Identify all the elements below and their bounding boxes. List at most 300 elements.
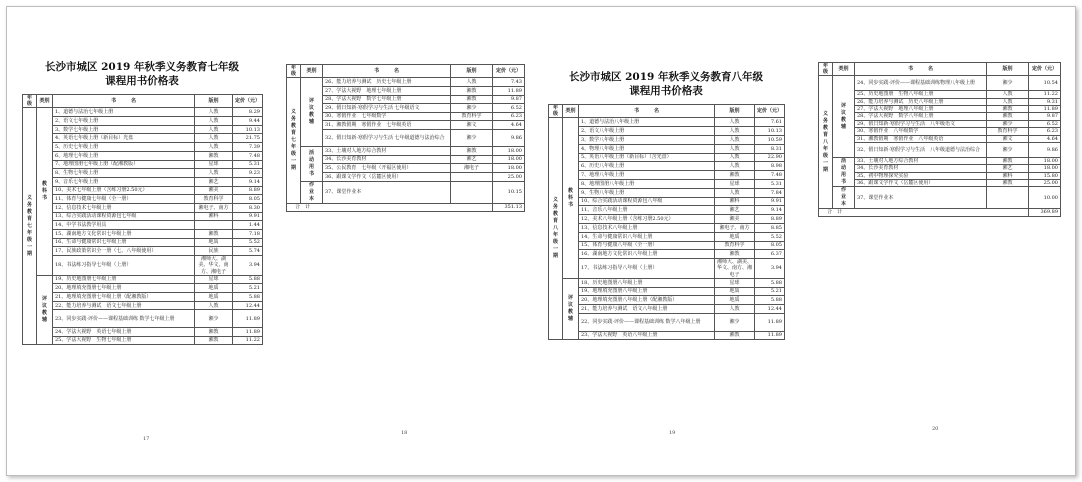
book-name: 37、课堂作业本 xyxy=(855,187,987,209)
book-edition: 人教 xyxy=(987,91,1029,98)
book-price: 11.89 xyxy=(755,313,785,331)
table-row xyxy=(287,129,525,146)
table-row xyxy=(23,160,263,169)
book-price: 6.23 xyxy=(1029,128,1061,135)
table-row xyxy=(819,105,1061,112)
book-edition: 湘教 xyxy=(715,250,755,259)
column-header-category: 类别 xyxy=(37,95,53,108)
book-name: 3、数学七年级上册 xyxy=(53,125,195,134)
book-price: 7.61 xyxy=(755,118,785,127)
table-row xyxy=(23,336,263,345)
book-edition: 人教 xyxy=(715,136,755,145)
price-table xyxy=(548,104,784,340)
book-price: 21.75 xyxy=(233,134,263,143)
book-name: 29、假日知新·寒假学习与生活 八年级语文 xyxy=(855,120,987,127)
book-name: 22、同步实践·评价——课程基础训练 数学八年级上册 xyxy=(579,313,715,331)
book-name: 20、地理填充图册七年级上册 xyxy=(53,284,195,293)
book-edition xyxy=(451,172,493,181)
book-edition: 地质 xyxy=(715,287,755,296)
table-row xyxy=(549,171,785,180)
category-label xyxy=(833,187,855,209)
table-row xyxy=(287,155,525,164)
table-row xyxy=(549,296,785,305)
book-price: 18.00 xyxy=(493,155,525,164)
page-number: 17 xyxy=(143,436,150,442)
page-18 xyxy=(286,64,524,212)
book-name: 33、土壤对人地方综合教材 xyxy=(855,157,987,164)
column-header-edition: 版别 xyxy=(987,63,1029,76)
table-row xyxy=(23,203,263,212)
table-row xyxy=(819,157,1061,164)
table-row xyxy=(23,177,263,186)
price-table xyxy=(22,94,262,345)
column-header-name: 书 名 xyxy=(323,65,451,78)
book-name: 13、信息技术八年级上册 xyxy=(579,223,715,232)
book-price: 9.86 xyxy=(493,129,525,146)
book-edition: 湘教 xyxy=(451,147,493,156)
book-edition: 人教 xyxy=(715,162,755,171)
table-row xyxy=(23,108,263,117)
book-price: 9.86 xyxy=(1029,142,1061,157)
book-price: 18.00 xyxy=(493,147,525,156)
column-header-name: 书 名 xyxy=(579,105,715,118)
table-row xyxy=(23,195,263,204)
book-price: 22.90 xyxy=(755,153,785,162)
book-name: 24、同步实践·评价——课程基础训练物理八年级上册 xyxy=(855,76,987,91)
book-price: 8.89 xyxy=(233,186,263,195)
book-price: 5.52 xyxy=(755,232,785,241)
table-row xyxy=(549,136,785,145)
book-edition: 湘教 xyxy=(987,179,1029,186)
category-label xyxy=(563,118,579,278)
book-name: 10、综合实践活动课程资源包八年级 xyxy=(579,197,715,206)
book-edition: 湘教 xyxy=(195,336,233,345)
book-price: 7.48 xyxy=(755,171,785,180)
book-edition: 湘教 xyxy=(195,327,233,336)
column-header-grade: 年级 xyxy=(23,95,37,108)
book-edition: 地质 xyxy=(715,232,755,241)
table-row xyxy=(819,120,1061,127)
book-name: 23、同步实践·评价——课程基础训练 数学七年级上册 xyxy=(53,310,195,327)
table-header-row xyxy=(23,95,263,108)
column-header-name: 书 名 xyxy=(855,63,987,76)
book-edition: 教育科学 xyxy=(715,241,755,250)
book-name: 5、历史七年级上册 xyxy=(53,143,195,152)
page-title-line2: 课程用书价格表 xyxy=(105,75,179,87)
table-row xyxy=(549,197,785,206)
category-label xyxy=(37,275,53,345)
category-label xyxy=(833,157,855,187)
book-edition: 人教 xyxy=(451,78,493,87)
book-price: 8.05 xyxy=(755,241,785,250)
column-header-price: 定价（元） xyxy=(1029,63,1061,76)
table-row xyxy=(23,186,263,195)
category-label-text: 活动用书 xyxy=(840,158,846,186)
total-row xyxy=(819,209,1061,216)
book-price: 7.18 xyxy=(233,230,263,239)
book-edition xyxy=(451,181,493,203)
table-header-row xyxy=(549,105,785,118)
table-row xyxy=(23,238,263,247)
book-name: 6、历史八年级上册 xyxy=(579,162,715,171)
book-table xyxy=(548,104,785,340)
table-row xyxy=(287,147,525,156)
table-row xyxy=(287,104,525,113)
book-name: 35、公民教育 七年级（开福区使用） xyxy=(323,164,451,173)
book-edition: 湘艺 xyxy=(715,206,755,215)
book-edition: 湘科 xyxy=(195,212,233,221)
book-name: 12、信息技术七年级上册 xyxy=(53,203,195,212)
book-name: 5、英语八年级上册（新目标）（含光盘） xyxy=(579,153,715,162)
book-name: 22、能力培养与测试 语文七年级上册 xyxy=(53,301,195,310)
grade-label xyxy=(819,76,833,209)
book-edition: 湘教 xyxy=(987,157,1029,164)
book-name: 36、跟课文学作文（岳麓区使用） xyxy=(855,179,987,186)
table-row xyxy=(549,259,785,279)
table-row xyxy=(287,95,525,104)
book-edition: 湘电子、南方 xyxy=(195,203,233,212)
column-header-price: 定价（元） xyxy=(233,95,263,108)
book-name: 26、能力培养与测试 历史七年级上册 xyxy=(323,78,451,87)
book-price: 10.00 xyxy=(1029,187,1061,209)
book-name: 15、体育与健康八年级（全一册） xyxy=(579,241,715,250)
category-label-text: 作业本 xyxy=(840,187,846,208)
table-row xyxy=(549,331,785,340)
table-row xyxy=(549,144,785,153)
book-edition: 人教 xyxy=(715,305,755,314)
column-header-category: 类别 xyxy=(301,65,323,78)
table-row xyxy=(287,112,525,121)
book-price: 9.44 xyxy=(233,117,263,126)
book-price: 9.14 xyxy=(233,177,263,186)
book-edition: 人教 xyxy=(715,118,755,127)
table-row xyxy=(23,151,263,160)
table-row xyxy=(23,125,263,134)
book-price: 9.91 xyxy=(755,197,785,206)
table-row xyxy=(23,301,263,310)
grade-label xyxy=(549,118,563,340)
book-edition xyxy=(987,187,1029,209)
book-price: 9.87 xyxy=(1029,113,1061,120)
book-name: 12、美术八年级上册（含练习册2.50元） xyxy=(579,215,715,224)
book-price: 10.54 xyxy=(1029,76,1061,91)
book-price: 8.30 xyxy=(233,203,263,212)
table-row xyxy=(23,230,263,239)
book-name: 33、土壤对人地方综合教材 xyxy=(323,147,451,156)
column-header-name: 书 名 xyxy=(53,95,195,108)
book-edition: 人教 xyxy=(195,169,233,178)
category-label xyxy=(37,108,53,275)
category-label-text: 评议教辅 xyxy=(840,102,846,130)
book-price: 8.31 xyxy=(755,144,785,153)
book-price: 5.52 xyxy=(233,238,263,247)
book-edition: 湘美 xyxy=(715,215,755,224)
book-edition: 湘科 xyxy=(715,197,755,206)
category-label xyxy=(301,78,323,147)
book-name: 11、体育与健康七年级（全一册） xyxy=(53,195,195,204)
column-header-category: 类别 xyxy=(563,105,579,118)
book-price: 12.44 xyxy=(755,305,785,314)
book-price: 11.89 xyxy=(233,310,263,327)
page-20 xyxy=(818,62,1060,217)
price-table xyxy=(286,64,524,212)
column-header-grade: 年级 xyxy=(287,65,301,78)
category-label-text: 活动用书 xyxy=(308,149,314,177)
total-label: 合 计 xyxy=(819,209,1029,216)
book-name: 1、道德与法治七年级上册 xyxy=(53,108,195,117)
book-edition: 人教 xyxy=(195,134,233,143)
table-row xyxy=(549,127,785,136)
column-header-grade: 年级 xyxy=(549,105,563,118)
table-row xyxy=(819,113,1061,120)
book-name: 21、地理填充图册七年级上册（配湘教版） xyxy=(53,293,195,302)
grade-label-text: 义务教育七年级一期 xyxy=(26,194,32,257)
category-label-text: 评议教辅 xyxy=(308,98,314,126)
category-label-text: 教科书 xyxy=(567,187,573,208)
category-label xyxy=(301,181,323,203)
book-edition: 湘少 xyxy=(195,310,233,327)
book-name: 15、湖南地方文化常识七年级上册 xyxy=(53,230,195,239)
table-row xyxy=(23,293,263,302)
table-row xyxy=(549,313,785,331)
book-edition: 湘教 xyxy=(195,230,233,239)
book-edition xyxy=(195,221,233,230)
book-price: 10.59 xyxy=(755,136,785,145)
book-name: 6、地理七年级上册 xyxy=(53,151,195,160)
table-row xyxy=(819,128,1061,135)
table-row xyxy=(287,87,525,96)
category-label-text: 教科书 xyxy=(41,181,47,202)
book-name: 14、中学书法教学用具 xyxy=(53,221,195,230)
table-row xyxy=(549,215,785,224)
table-row xyxy=(23,134,263,143)
table-row xyxy=(549,188,785,197)
grade-label xyxy=(23,108,37,345)
book-price: 11.89 xyxy=(1029,105,1061,112)
book-edition: 星球 xyxy=(195,275,233,284)
table-row xyxy=(549,162,785,171)
table-row xyxy=(549,223,785,232)
book-name: 25、历史地图册 生物八年级上册 xyxy=(855,91,987,98)
book-price: 18.00 xyxy=(1029,165,1061,172)
book-price: 7.43 xyxy=(493,78,525,87)
page-title-line2: 课程用书价格表 xyxy=(629,85,703,97)
book-edition: 人教 xyxy=(715,153,755,162)
book-name: 17、民族政策常识全一册（七、八年级使用） xyxy=(53,247,195,256)
table-row xyxy=(23,284,263,293)
book-price: 5.88 xyxy=(755,296,785,305)
book-name: 23、学法大视野 英语八年级上册 xyxy=(579,331,715,340)
table-row xyxy=(549,287,785,296)
book-price: 6.52 xyxy=(1029,120,1061,127)
grade-label xyxy=(287,78,301,203)
total-value: 351.13 xyxy=(493,203,525,212)
page-title-line1: 长沙市城区 2019 年秋季义务教育七年级 xyxy=(44,61,240,73)
book-name: 9、音乐七年级上册 xyxy=(53,177,195,186)
column-header-edition: 版别 xyxy=(715,105,755,118)
book-price: 3.94 xyxy=(233,256,263,276)
book-name: 30、寒假作业 七年级数学 xyxy=(323,112,451,121)
book-price: 5.88 xyxy=(233,293,263,302)
book-edition: 湘少 xyxy=(715,313,755,331)
book-edition: 湘教 xyxy=(715,331,755,340)
book-name: 16、生命与健康常识七年级上册 xyxy=(53,238,195,247)
book-name: 2、语文八年级上册 xyxy=(579,127,715,136)
book-price: 7.48 xyxy=(233,151,263,160)
table-row xyxy=(819,179,1061,186)
page-17 xyxy=(22,60,262,345)
page-number: 19 xyxy=(669,430,676,436)
book-edition: 湘师大、湖美、华文、南方、湘电子 xyxy=(715,259,755,279)
book-name: 26、能力培养与测试 历史八年级上册 xyxy=(855,98,987,105)
book-name: 9、生物八年级上册 xyxy=(579,188,715,197)
book-name: 25、学法大视野 生物七年级上册 xyxy=(53,336,195,345)
book-edition: 湘教 xyxy=(987,105,1029,112)
book-edition: 湘美 xyxy=(195,186,233,195)
book-name: 8、生物七年级上册 xyxy=(53,169,195,178)
grade-label-text: 义务教育七年级一期 xyxy=(290,108,296,171)
table-row xyxy=(819,76,1061,91)
book-price: 18.00 xyxy=(1029,157,1061,164)
table-row xyxy=(23,247,263,256)
book-price: 11.22 xyxy=(1029,91,1061,98)
table-row xyxy=(549,278,785,287)
table-row xyxy=(23,117,263,126)
category-label-text: 评议教辅 xyxy=(41,295,47,323)
table-header-row xyxy=(819,63,1061,76)
table-row xyxy=(287,172,525,181)
column-header-category: 类别 xyxy=(833,63,855,76)
book-price: 15.80 xyxy=(1029,172,1061,179)
table-row xyxy=(549,232,785,241)
book-name: 10、美术七年级上册（含练习册2.50元） xyxy=(53,186,195,195)
book-table xyxy=(22,94,263,345)
book-edition: 湘少 xyxy=(987,120,1029,127)
book-price: 5.74 xyxy=(233,247,263,256)
book-edition: 湘师大、湖美、华文、南方、湘电子 xyxy=(195,256,233,276)
book-edition: 湘艺 xyxy=(451,155,493,164)
book-name: 18、历史地图册八年级上册 xyxy=(579,278,715,287)
column-header-price: 定价（元） xyxy=(493,65,525,78)
table-row xyxy=(549,153,785,162)
book-name: 34、长沙美育教材 xyxy=(323,155,451,164)
book-name: 14、生命与健康常识八年级上册 xyxy=(579,232,715,241)
book-name: 32、假日知新·寒假学习与生活 八年级道德与法治综合 xyxy=(855,142,987,157)
book-edition: 湘教 xyxy=(195,151,233,160)
table-row xyxy=(819,187,1061,209)
book-name: 27、学法大视野 地理八年级上册 xyxy=(855,105,987,112)
book-price: 6.52 xyxy=(493,104,525,113)
book-name: 29、假日知新·寒假学习与生活 七年级语文 xyxy=(323,104,451,113)
total-label: 合 计 xyxy=(287,203,493,212)
book-price: 18.00 xyxy=(493,164,525,173)
table-row xyxy=(819,172,1061,179)
book-price: 4.64 xyxy=(1029,135,1061,142)
table-row xyxy=(549,118,785,127)
book-name: 31、湘教假期 寒假作业 八年级英语 xyxy=(855,135,987,142)
column-header-grade: 年级 xyxy=(819,63,833,76)
category-label-text: 作业本 xyxy=(308,181,314,202)
book-edition: 星球 xyxy=(715,179,755,188)
total-row xyxy=(287,203,525,212)
table-row xyxy=(23,327,263,336)
book-name: 30、寒假作业 八年级数学 xyxy=(855,128,987,135)
category-label-text: 评议教辅 xyxy=(567,295,573,323)
book-price: 8.85 xyxy=(755,223,785,232)
table-row xyxy=(287,181,525,203)
book-edition: 人教 xyxy=(195,108,233,117)
table-row xyxy=(287,78,525,87)
book-price: 6.23 xyxy=(493,112,525,121)
column-header-edition: 版别 xyxy=(195,95,233,108)
book-name: 7、地理八年级上册 xyxy=(579,171,715,180)
book-price: 7.39 xyxy=(233,143,263,152)
book-price: 8.89 xyxy=(755,215,785,224)
grade-label-text: 义务教育八年级一期 xyxy=(822,110,828,173)
category-label xyxy=(563,278,579,340)
table-row xyxy=(287,164,525,173)
table-row xyxy=(549,250,785,259)
book-edition: 人教 xyxy=(195,143,233,152)
table-row xyxy=(819,91,1061,98)
book-name: 24、学法大视野 英语七年级上册 xyxy=(53,327,195,336)
book-edition: 地质 xyxy=(195,238,233,247)
book-name: 4、物理八年级上册 xyxy=(579,144,715,153)
page-number: 20 xyxy=(932,426,939,432)
book-name: 34、长沙美育教材 xyxy=(855,165,987,172)
book-price: 10.13 xyxy=(233,125,263,134)
book-edition: 湘教 xyxy=(451,95,493,104)
table-row xyxy=(819,165,1061,172)
book-price: 9.91 xyxy=(233,212,263,221)
book-price: 11.22 xyxy=(233,336,263,345)
book-price: 9.14 xyxy=(755,206,785,215)
book-edition: 人教 xyxy=(195,117,233,126)
book-price: 11.89 xyxy=(233,327,263,336)
table-row xyxy=(23,221,263,230)
book-price: 12.44 xyxy=(233,301,263,310)
book-name: 21、能力培养与测试 语文八年级上册 xyxy=(579,305,715,314)
table-row xyxy=(23,275,263,284)
price-table xyxy=(818,62,1060,217)
book-price: 9.87 xyxy=(493,95,525,104)
book-name: 7、地理图册七年级上册（配湘教版） xyxy=(53,160,195,169)
book-edition: 地质 xyxy=(195,293,233,302)
book-price: 9.23 xyxy=(233,169,263,178)
book-edition: 地质 xyxy=(195,284,233,293)
book-price: 5.21 xyxy=(755,287,785,296)
book-edition: 湘艺 xyxy=(987,165,1029,172)
book-edition: 湘电子 xyxy=(451,164,493,173)
table-header-row xyxy=(287,65,525,78)
book-table xyxy=(818,62,1061,217)
book-price: 8.05 xyxy=(233,195,263,204)
book-edition: 湘少 xyxy=(987,76,1029,91)
book-table xyxy=(286,64,525,212)
table-row xyxy=(819,142,1061,157)
book-name: 28、学法大视野 数学八年级上册 xyxy=(855,113,987,120)
table-row xyxy=(549,206,785,215)
book-price: 5.88 xyxy=(755,278,785,287)
book-edition: 人教 xyxy=(715,127,755,136)
book-price: 6.37 xyxy=(755,250,785,259)
book-name: 18、书法练习指导七年级（上册） xyxy=(53,256,195,276)
book-price: 8.29 xyxy=(233,108,263,117)
book-name: 35、初中物理探究实验 xyxy=(855,172,987,179)
table-row xyxy=(549,305,785,314)
book-edition: 人教 xyxy=(195,125,233,134)
book-name: 37、课堂作业本 xyxy=(323,181,451,203)
